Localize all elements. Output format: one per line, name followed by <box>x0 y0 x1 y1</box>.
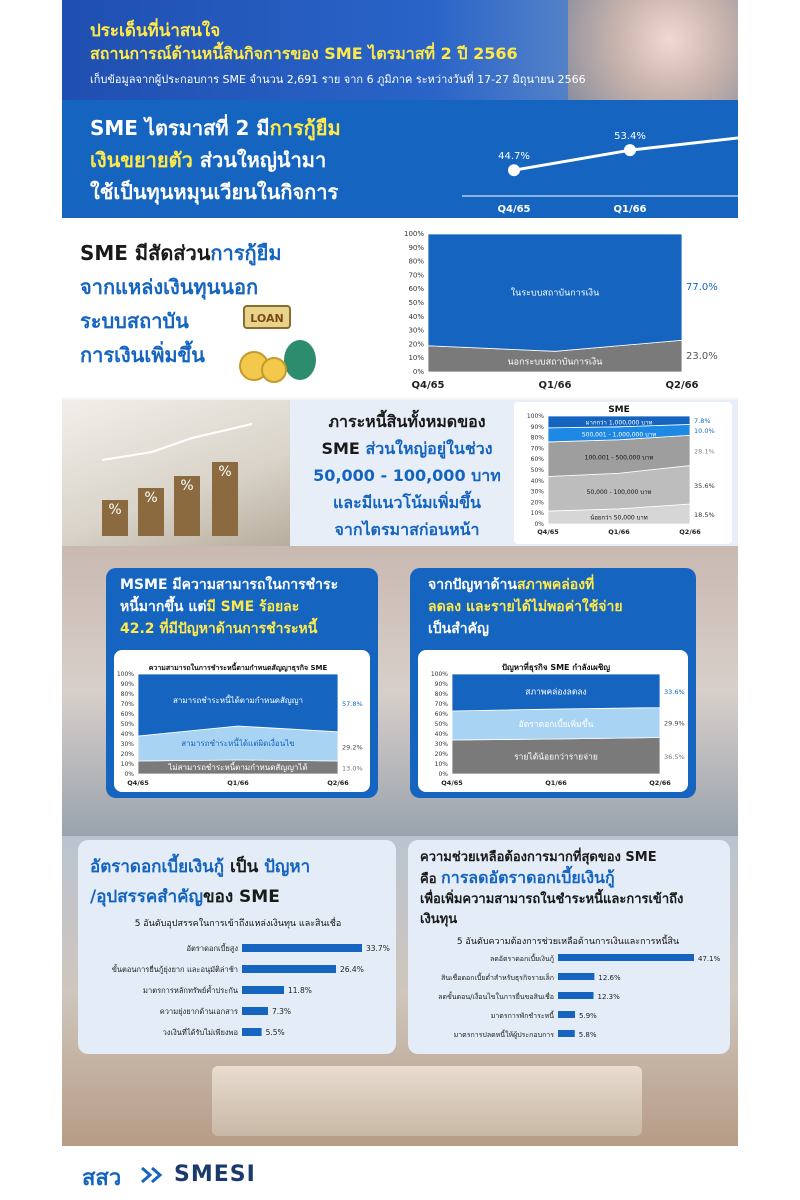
end-value-label: 18.5% <box>694 511 715 520</box>
bar <box>242 965 336 973</box>
debt-text-b: SME <box>321 439 366 458</box>
x-tick-label: Q4/65 <box>127 779 149 787</box>
loan-source-text-e: การเงินเพิ่มขึ้น <box>80 343 205 367</box>
repay-text-a: MSME มีความสามารถในการชำระ <box>120 577 339 593</box>
borrowing-headline <box>90 112 400 208</box>
chart-title: 5 อันดับอุปสรรคในการเข้าถึงแหล่งเงินทุน และสินเชื่อ <box>134 919 342 929</box>
borrowing-text-d: ส่วนใหญ่นำมา <box>192 148 327 172</box>
y-tick-label: 90% <box>434 681 448 688</box>
series-label: น้อยกว่า 50,000 บาท <box>590 514 648 522</box>
bar-category-label: ลดอัตราดอกเบี้ยเงินกู้ <box>489 955 554 963</box>
y-tick-label: 0% <box>412 368 424 376</box>
y-tick-label: 100% <box>526 413 544 420</box>
smesi-logo: SMESI <box>174 1162 256 1187</box>
loan-source-section <box>62 218 738 398</box>
bar <box>558 973 594 980</box>
obstacle-headline <box>90 852 390 912</box>
chevron-right-icon <box>140 1166 166 1184</box>
borrowing-text-b: การกู้ยืม <box>269 116 341 140</box>
header-photo <box>568 0 738 100</box>
problem-chart-card <box>418 650 688 792</box>
help-card <box>408 840 730 1054</box>
bar-category-label: มาตรการปลดหนี้ให้ผู้ประกอบการ <box>453 1031 554 1039</box>
y-tick-label: 0% <box>438 771 448 778</box>
debt-text-a: ภาระหนี้สินทั้งหมดของ <box>328 412 486 431</box>
x-tick-label: Q4/65 <box>411 380 445 391</box>
problem-area-chart <box>418 650 688 792</box>
problem-text-b: สภาพคล่องที่ <box>516 577 595 593</box>
borrowing-section <box>62 100 775 218</box>
help-text-e: เงินทุน <box>420 912 458 927</box>
chart-title: ความสามารถในการชำระหนี้ตามกำหนดสัญญาธุรกิจ SME <box>148 664 328 672</box>
y-tick-label: 70% <box>120 701 134 708</box>
problem-text-d: เป็นสำคัญ <box>428 621 489 637</box>
y-tick-label: 80% <box>530 434 544 442</box>
end-value-label: 10.0% <box>694 426 715 435</box>
infographic-page <box>62 0 775 1200</box>
bar <box>242 986 284 994</box>
y-tick-label: 90% <box>408 243 424 252</box>
obstacle-help-section <box>62 836 738 1146</box>
bar-category-label: มาตรการพักชำระหนี้ <box>490 1012 554 1020</box>
end-value-label: 33.6% <box>664 687 685 696</box>
debt-text-d: 50,000 - 100,000 บาท <box>313 466 501 485</box>
borrowing-text-e: ใช้เป็นทุนหมุนเวียนในกิจการ <box>90 180 339 204</box>
debt-text-c: ส่วนใหญ่อยู่ในช่วง <box>365 439 493 458</box>
obstacle-bar-chart <box>78 914 396 1050</box>
loan-label: LOAN <box>250 312 284 325</box>
bar-value-label: 5.9% <box>579 1012 597 1020</box>
end-value-label: 29.2% <box>342 743 363 752</box>
chart-title: ปัญหาที่ธุรกิจ SME กำลังเผชิญ <box>501 663 611 672</box>
y-tick-label: 90% <box>530 423 544 431</box>
coin-stacks-icon <box>62 400 290 546</box>
bar <box>242 1028 262 1036</box>
x-tick-label: Q4/65 <box>497 204 531 215</box>
end-value-label: 7.8% <box>694 417 711 426</box>
x-tick-label: Q1/66 <box>608 528 630 536</box>
bar-value-label: 5.8% <box>578 1031 597 1039</box>
footer <box>62 1146 738 1200</box>
help-text-c: การลดอัตราดอกเบี้ยเงินกู้ <box>441 868 615 887</box>
debt-range-headline <box>302 408 512 543</box>
bar-category-label: ลดขั้นตอน/เงื่อนไขในการยื่นขอสินเชื่อ <box>438 993 554 1001</box>
borrowing-line-chart <box>422 100 775 218</box>
end-value-label: 77.0% <box>686 282 718 294</box>
bar <box>558 954 694 961</box>
y-tick-label: 100% <box>430 671 448 678</box>
end-value-label: 57.8% <box>342 699 363 708</box>
y-tick-label: 50% <box>408 299 424 307</box>
help-text-b: คือ <box>420 872 442 887</box>
series-label: รายได้น้อยกว่ารายจ่าย <box>514 752 598 763</box>
svg-text:%: % <box>108 502 122 518</box>
bar-value-label: 11.8% <box>288 986 312 995</box>
y-tick-label: 50% <box>434 721 448 728</box>
bar <box>242 944 362 952</box>
y-tick-label: 0% <box>534 521 544 528</box>
header-note: เก็บข้อมูลจากผู้ประกอบการ SME จำนวน 2,691 ราย จาก 6 ภูมิภาค ระหว่างวันที่ 17-27 มิถุนายน 2566 <box>90 73 586 86</box>
problem-card <box>410 568 696 798</box>
repay-headline <box>120 574 370 640</box>
problem-text-c: ลดลง และรายได้ไม่พอค่าใช้จ่าย <box>428 599 623 615</box>
debt-text-f: จากไตรมาสก่อนหน้า <box>334 520 480 539</box>
series-label: 100,001 - 500,000 บาท <box>584 454 654 462</box>
repay-chart-card <box>114 650 370 792</box>
osmep-logo: สสว <box>82 1166 122 1191</box>
y-tick-label: 30% <box>530 488 544 496</box>
x-tick-label: Q2/66 <box>741 204 775 215</box>
series-label: 50,000 - 100,000 บาท <box>586 489 652 497</box>
bar-value-label: 5.5% <box>265 1028 285 1037</box>
y-tick-label: 10% <box>530 510 544 518</box>
series-label: สามารถชำระหนี้ได้ตามกำหนดสัญญา <box>173 696 303 705</box>
data-label: 44.7% <box>498 151 530 163</box>
y-tick-label: 90% <box>120 681 134 688</box>
borrowing-text-c: เงินขยายตัว <box>90 148 193 172</box>
end-value-label: 13.0% <box>342 764 363 773</box>
obstacle-text-c: ปัญหา <box>264 857 311 877</box>
debt-range-section <box>62 400 738 546</box>
header-subtitle: สถานการณ์ด้านหนี้สินกิจการของ SME ไตรมาสที่ 2 ปี 2566 <box>90 44 518 63</box>
x-tick-label: Q1/66 <box>545 779 567 787</box>
header-banner <box>62 0 738 100</box>
series-label: มากกว่า 1,000,000 บาท <box>585 419 653 427</box>
y-tick-label: 70% <box>530 445 544 453</box>
y-tick-label: 30% <box>408 326 424 335</box>
y-tick-label: 40% <box>434 731 448 738</box>
y-tick-label: 40% <box>530 477 544 485</box>
help-text-d: เพื่อเพิ่มความสามารถในชำระหนี้และการเข้าถึง <box>420 892 684 907</box>
series-label: อัตราดอกเบี้ยเพิ่มขึ้น <box>518 720 594 730</box>
x-tick-label: Q1/66 <box>227 779 249 787</box>
bar-category-label: วงเงินที่ได้รับไม่เพียงพอ <box>162 1028 238 1037</box>
obstacle-text-a: อัตราดอกเบี้ยเงินกู้ <box>90 857 225 877</box>
data-point <box>624 144 636 156</box>
help-headline <box>420 848 724 930</box>
y-tick-label: 100% <box>403 230 424 238</box>
svg-text:%: % <box>180 478 194 494</box>
series-label: ในระบบสถาบันการเงิน <box>510 288 600 299</box>
svg-text:%: % <box>218 464 232 480</box>
bar-category-label: ขั้นตอนการยื่นกู้ยุ่งยาก และอนุมัติล่าช้า <box>111 965 238 974</box>
svg-text:%: % <box>144 490 158 506</box>
x-tick-label: Q1/66 <box>613 204 647 215</box>
loan-source-text-c: จากแหล่งเงินทุนนอก <box>80 275 259 299</box>
banknotes-photo <box>212 1066 642 1136</box>
loan-bag-icon <box>240 296 320 386</box>
data-point <box>752 130 764 142</box>
y-tick-label: 20% <box>120 751 134 758</box>
y-tick-label: 20% <box>530 499 544 507</box>
bar <box>558 1030 575 1037</box>
loan-source-text-d: ระบบสถาบัน <box>80 309 189 333</box>
y-tick-label: 40% <box>408 312 424 321</box>
help-text-a: ความช่วยเหลือต้องการมากที่สุดของ SME <box>420 850 657 865</box>
x-tick-label: Q2/66 <box>679 528 701 536</box>
repay-problem-section <box>62 546 738 836</box>
y-tick-label: 80% <box>434 691 448 698</box>
y-tick-label: 10% <box>434 761 448 768</box>
y-tick-label: 0% <box>124 771 134 778</box>
obstacle-text-e: ของ SME <box>203 887 280 907</box>
loan-source-text-a: SME มีสัดส่วน <box>80 241 211 265</box>
y-tick-label: 50% <box>120 721 134 728</box>
y-tick-label: 20% <box>434 751 448 758</box>
coins-photo <box>62 400 290 546</box>
y-tick-label: 70% <box>408 271 424 280</box>
y-tick-label: 40% <box>120 731 134 738</box>
problem-headline <box>428 574 688 640</box>
data-label: 53.4% <box>614 131 646 143</box>
bar-value-label: 12.3% <box>597 993 620 1001</box>
y-tick-label: 80% <box>408 257 424 266</box>
chart-title: SME <box>608 405 630 415</box>
x-tick-label: Q2/66 <box>665 380 699 391</box>
end-value-label: 35.6% <box>694 481 715 490</box>
obstacle-card <box>78 840 396 1054</box>
y-tick-label: 60% <box>434 711 448 718</box>
bar <box>242 1007 268 1015</box>
end-value-label: 23.0% <box>686 351 718 363</box>
debt-text-e: และมีแนวโน้มเพิ่มขึ้น <box>332 493 481 512</box>
bar-value-label: 12.6% <box>598 974 621 982</box>
x-tick-label: Q2/66 <box>327 779 349 787</box>
bar-category-label: อัตราดอกเบี้ยสูง <box>186 944 238 953</box>
series-label: 500,001 - 1,000,000 บาท <box>581 431 657 439</box>
series-label: สภาพคล่องลดลง <box>525 687 587 698</box>
bar-category-label: มาตรการหลักทรัพย์ค้ำประกัน <box>143 986 238 995</box>
x-tick-label: Q4/65 <box>441 779 463 787</box>
repay-text-b: หนี้มากขึ้น แต่ <box>120 599 207 615</box>
data-label: 59.7% <box>742 116 774 128</box>
repay-card <box>106 568 378 798</box>
y-tick-label: 80% <box>120 691 134 698</box>
repay-text-c: มี SME ร้อยละ <box>206 599 300 615</box>
y-tick-label: 60% <box>120 711 134 718</box>
chart-title: 5 อันดับความต้องการช่วยเหลือด้านการเงินและการหนี้สิน <box>456 937 680 947</box>
bar-value-label: 47.1% <box>698 955 721 963</box>
series-label: สามารถชำระหนี้ได้แต่ผิดเงื่อนไข <box>181 739 295 748</box>
y-tick-label: 60% <box>530 456 544 464</box>
y-tick-label: 100% <box>116 671 134 678</box>
obstacle-text-d: /อุปสรรคสำคัญ <box>90 887 203 907</box>
loan-source-text-b: การกู้ยืม <box>210 241 282 265</box>
bar <box>558 992 594 999</box>
end-value-label: 28.1% <box>694 447 715 456</box>
y-tick-label: 10% <box>120 761 134 768</box>
x-tick-label: Q4/65 <box>537 528 559 536</box>
end-value-label: 36.5% <box>664 752 685 761</box>
y-tick-label: 60% <box>408 285 424 294</box>
bar-category-label: สินเชื่อดอกเบี้ยต่ำสำหรับธุรกิจรายเล็ก <box>441 974 554 982</box>
data-point <box>508 164 520 176</box>
y-tick-label: 30% <box>434 741 448 748</box>
bar-category-label: ความยุ่งยากด้านเอกสาร <box>159 1007 238 1016</box>
help-bar-chart <box>408 932 730 1050</box>
debt-range-card <box>514 402 732 544</box>
x-tick-label: Q1/66 <box>538 380 572 391</box>
y-tick-label: 50% <box>530 467 544 474</box>
y-tick-label: 70% <box>434 701 448 708</box>
bar-value-label: 7.3% <box>271 1007 292 1016</box>
x-tick-label: Q2/66 <box>649 779 671 787</box>
y-tick-label: 20% <box>408 340 424 349</box>
debt-range-area-chart <box>514 402 732 544</box>
bar <box>558 1011 575 1018</box>
header-title: ประเด็นที่น่าสนใจ <box>90 21 221 41</box>
y-tick-label: 10% <box>408 354 424 363</box>
bar-value-label: 26.4% <box>340 965 364 974</box>
borrowing-text-a: SME ไตรมาสที่ 2 มี <box>90 116 270 140</box>
obstacle-text-b: เป็น <box>224 857 265 877</box>
bar-value-label: 33.7% <box>366 944 390 953</box>
repay-text-d: 42.2 ที่มีปัญหาด้านการชำระหนี้ <box>120 621 318 637</box>
series-label: นอกระบบสถาบันการเงิน <box>507 357 603 368</box>
y-tick-label: 30% <box>120 741 134 748</box>
end-value-label: 29.9% <box>664 719 685 728</box>
problem-text-a: จากปัญหาด้าน <box>428 577 517 593</box>
loan-source-area-chart <box>312 226 732 396</box>
series-label: ไม่สามารถชำระหนี้ตามกำหนดสัญญาได้ <box>168 763 308 772</box>
repay-area-chart <box>114 650 370 792</box>
